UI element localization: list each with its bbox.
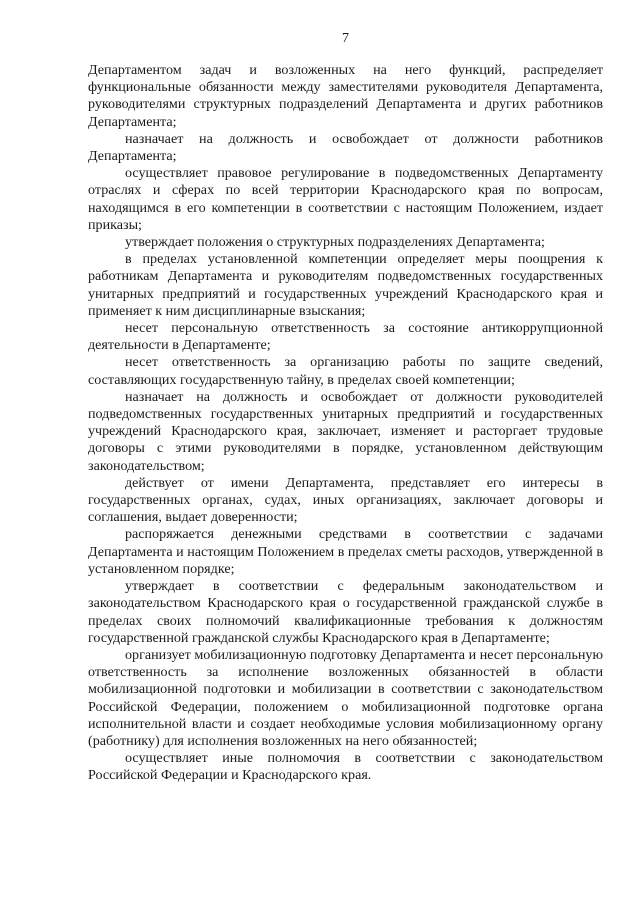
paragraph: организует мобилизационную подготовку Департамента и несет персональную ответственность за исполнение возложенных обязанностей в области мобилизационной подготовки и мобилизации в соответствии с законодательством Российской Федерации, положением о мобилизационной подготовке органа исполнительной власти и создает необходимые условия мобилизационному органу (работнику) для исполнения возложенных на него обязанностей; bbox=[88, 646, 603, 749]
paragraph: назначает на должность и освобождает от должности руководителей подведомственных государственных унитарных предприятий и государственных учреждений Краснодарского края, заключает, изменяет и расторгает трудовые договоры с этими руководителями в порядке, установленном действующим законодательством; bbox=[88, 388, 603, 474]
document-body bbox=[88, 62, 603, 785]
paragraph: в пределах установленной компетенции определяет меры поощрения к работникам Департамента и руководителям подведомственных государственных унитарных предприятий и государственных учреждений Краснодарского края и применяет к ним дисциплинарные взыскания; bbox=[88, 251, 603, 319]
paragraph: несет ответственность за организацию работы по защите сведений, составляющих государственную тайну, в пределах своей компетенции; bbox=[88, 354, 603, 388]
paragraph: осуществляет иные полномочия в соответствии с законодательством Российской Федерации и Краснодарского края. bbox=[88, 750, 603, 784]
page-number: 7 bbox=[342, 31, 349, 46]
document-page bbox=[88, 30, 603, 785]
paragraph-continuation: Департаментом задач и возложенных на него функций, распределяет функциональные обязанности между заместителями руководителя Департамента, руководителями структурных подразделений Департамента и других работников Департамента; bbox=[88, 62, 603, 130]
paragraph: назначает на должность и освобождает от должности работников Департамента; bbox=[88, 130, 603, 165]
paragraph: распоряжается денежными средствами в соответствии с задачами Департамента и настоящим Положением в пределах сметы расходов, утвержденной в установленном порядке; bbox=[88, 526, 603, 577]
paragraph: утверждает в соответствии с федеральным законодательством и законодательством Краснодарского края о государственной гражданской службе в пределах своих полномочий квалификационные требования к должностям государственной гражданской службы Краснодарского края в Департаменте; bbox=[88, 578, 603, 646]
paragraph: осуществляет правовое регулирование в подведомственных Департаменту отраслях и сферах по всей территории Краснодарского края по вопросам, находящимся в его компетенции в соответствии с настоящим Положением, издает приказы; bbox=[88, 165, 603, 233]
paragraph: несет персональную ответственность за состояние антикоррупционной деятельности в Департаменте; bbox=[88, 320, 603, 354]
paragraph: утверждает положения о структурных подразделениях Департамента; bbox=[125, 234, 545, 251]
paragraph: действует от имени Департамента, представляет его интересы в государственных органах, судах, иных организациях, заключает договоры и соглашения, выдает доверенности; bbox=[88, 474, 603, 526]
